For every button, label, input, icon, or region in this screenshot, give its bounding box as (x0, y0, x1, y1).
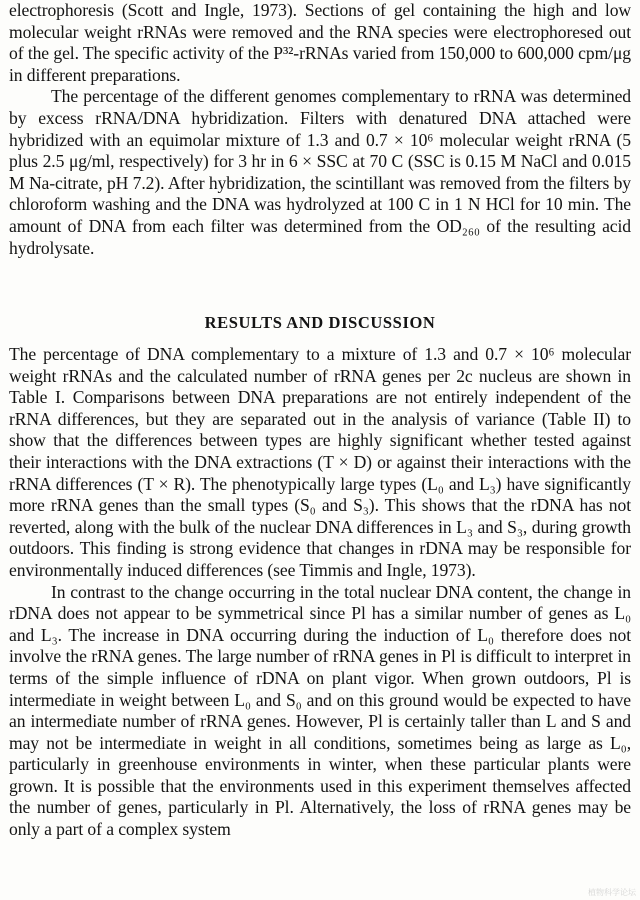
results-text-block (9, 344, 631, 841)
paragraph-results-first: The percentage of DNA complementary to a mixture of 1.3 and 0.7 × 10⁶ molecular weight rRNAs and the calculated number of rRNA genes per 2c nucleus are shown in Table I. Comparisons between DNA preparations are not entirely independent of the rRNA differences, but they are separated out in the analysis of variance (Table II) to show that the differences between types are highly significant whether tested against their interactions with the DNA extractions (T × D) or against their interactions with the rRNA differences (T × R). The phenotypically large types (L₀ and L₃) have significantly more rRNA genes than the small types (S₀ and S₃). This shows that the rDNA has not reverted, along with the bulk of the nuclear DNA differences in L₃ and S₃, during growth outdoors. This finding is strong evidence that changes in rDNA may be responsible for environmentally induced differences (see Timmis and Ingle, 1973). (9, 344, 631, 580)
paragraph-hybridization: The percentage of the different genomes complementary to rRNA was determined by excess rRNA/DNA hybridization. Filters with denatured DNA attached were hybridized with an equimolar mixture of 1.3 and 0.7 × 10⁶ molecular weight rRNA (5 plus 2.5 μg/ml, respectively) for 3 hr in 6 × SSC at 70 C (SSC is 0.15 M NaCl and 0.015 M Na-citrate, pH 7.2). After hybridization, the scintillant was removed from the filters by chloroform washing and the DNA was hydrolyzed at 100 C in 1 N HCl for 10 min. The amount of DNA from each filter was determined from the OD₂₆₀ of the resulting acid hydrolysate. (9, 86, 631, 258)
section-heading: RESULTS AND DISCUSSION (204, 313, 436, 332)
methods-text-block (9, 0, 631, 259)
paragraph-results-second: In contrast to the change occurring in the total nuclear DNA content, the change in rDNA does not appear to be symmetrical since Pl has a similar number of genes as L₀ and L₃. The increase in DNA occurring during the induction of L₀ therefore does not involve the rRNA genes. The large number of rRNA genes in Pl is difficult to interpret in terms of the simple influence of rDNA on plant vigor. When grown outdoors, Pl is intermediate in weight between L₀ and S₀ and on this ground would be expected to have an intermediate number of rRNA genes. However, Pl is certainly taller than L and S and may not be intermediate in weight in all conditions, sometimes being as large as L₀, particularly in greenhouse environments in winter, when these particular plants were grown. It is possible that the environments used in this experiment themselves affected the number of genes, particularly in Pl. Alternatively, the loss of rRNA genes may be only a part of a complex system (9, 581, 631, 840)
watermark-text: 植物科学论坛 (588, 888, 636, 897)
paragraph-electrophoresis: electrophoresis (Scott and Ingle, 1973). Sections of gel containing the high and low molecular weight rRNAs were removed and the RNA species were electrophoresed out of the gel. The specific activity of the P³²-rRNAs varied from 150,000 to 600,000 cpm/μg in different preparations. (9, 0, 631, 85)
